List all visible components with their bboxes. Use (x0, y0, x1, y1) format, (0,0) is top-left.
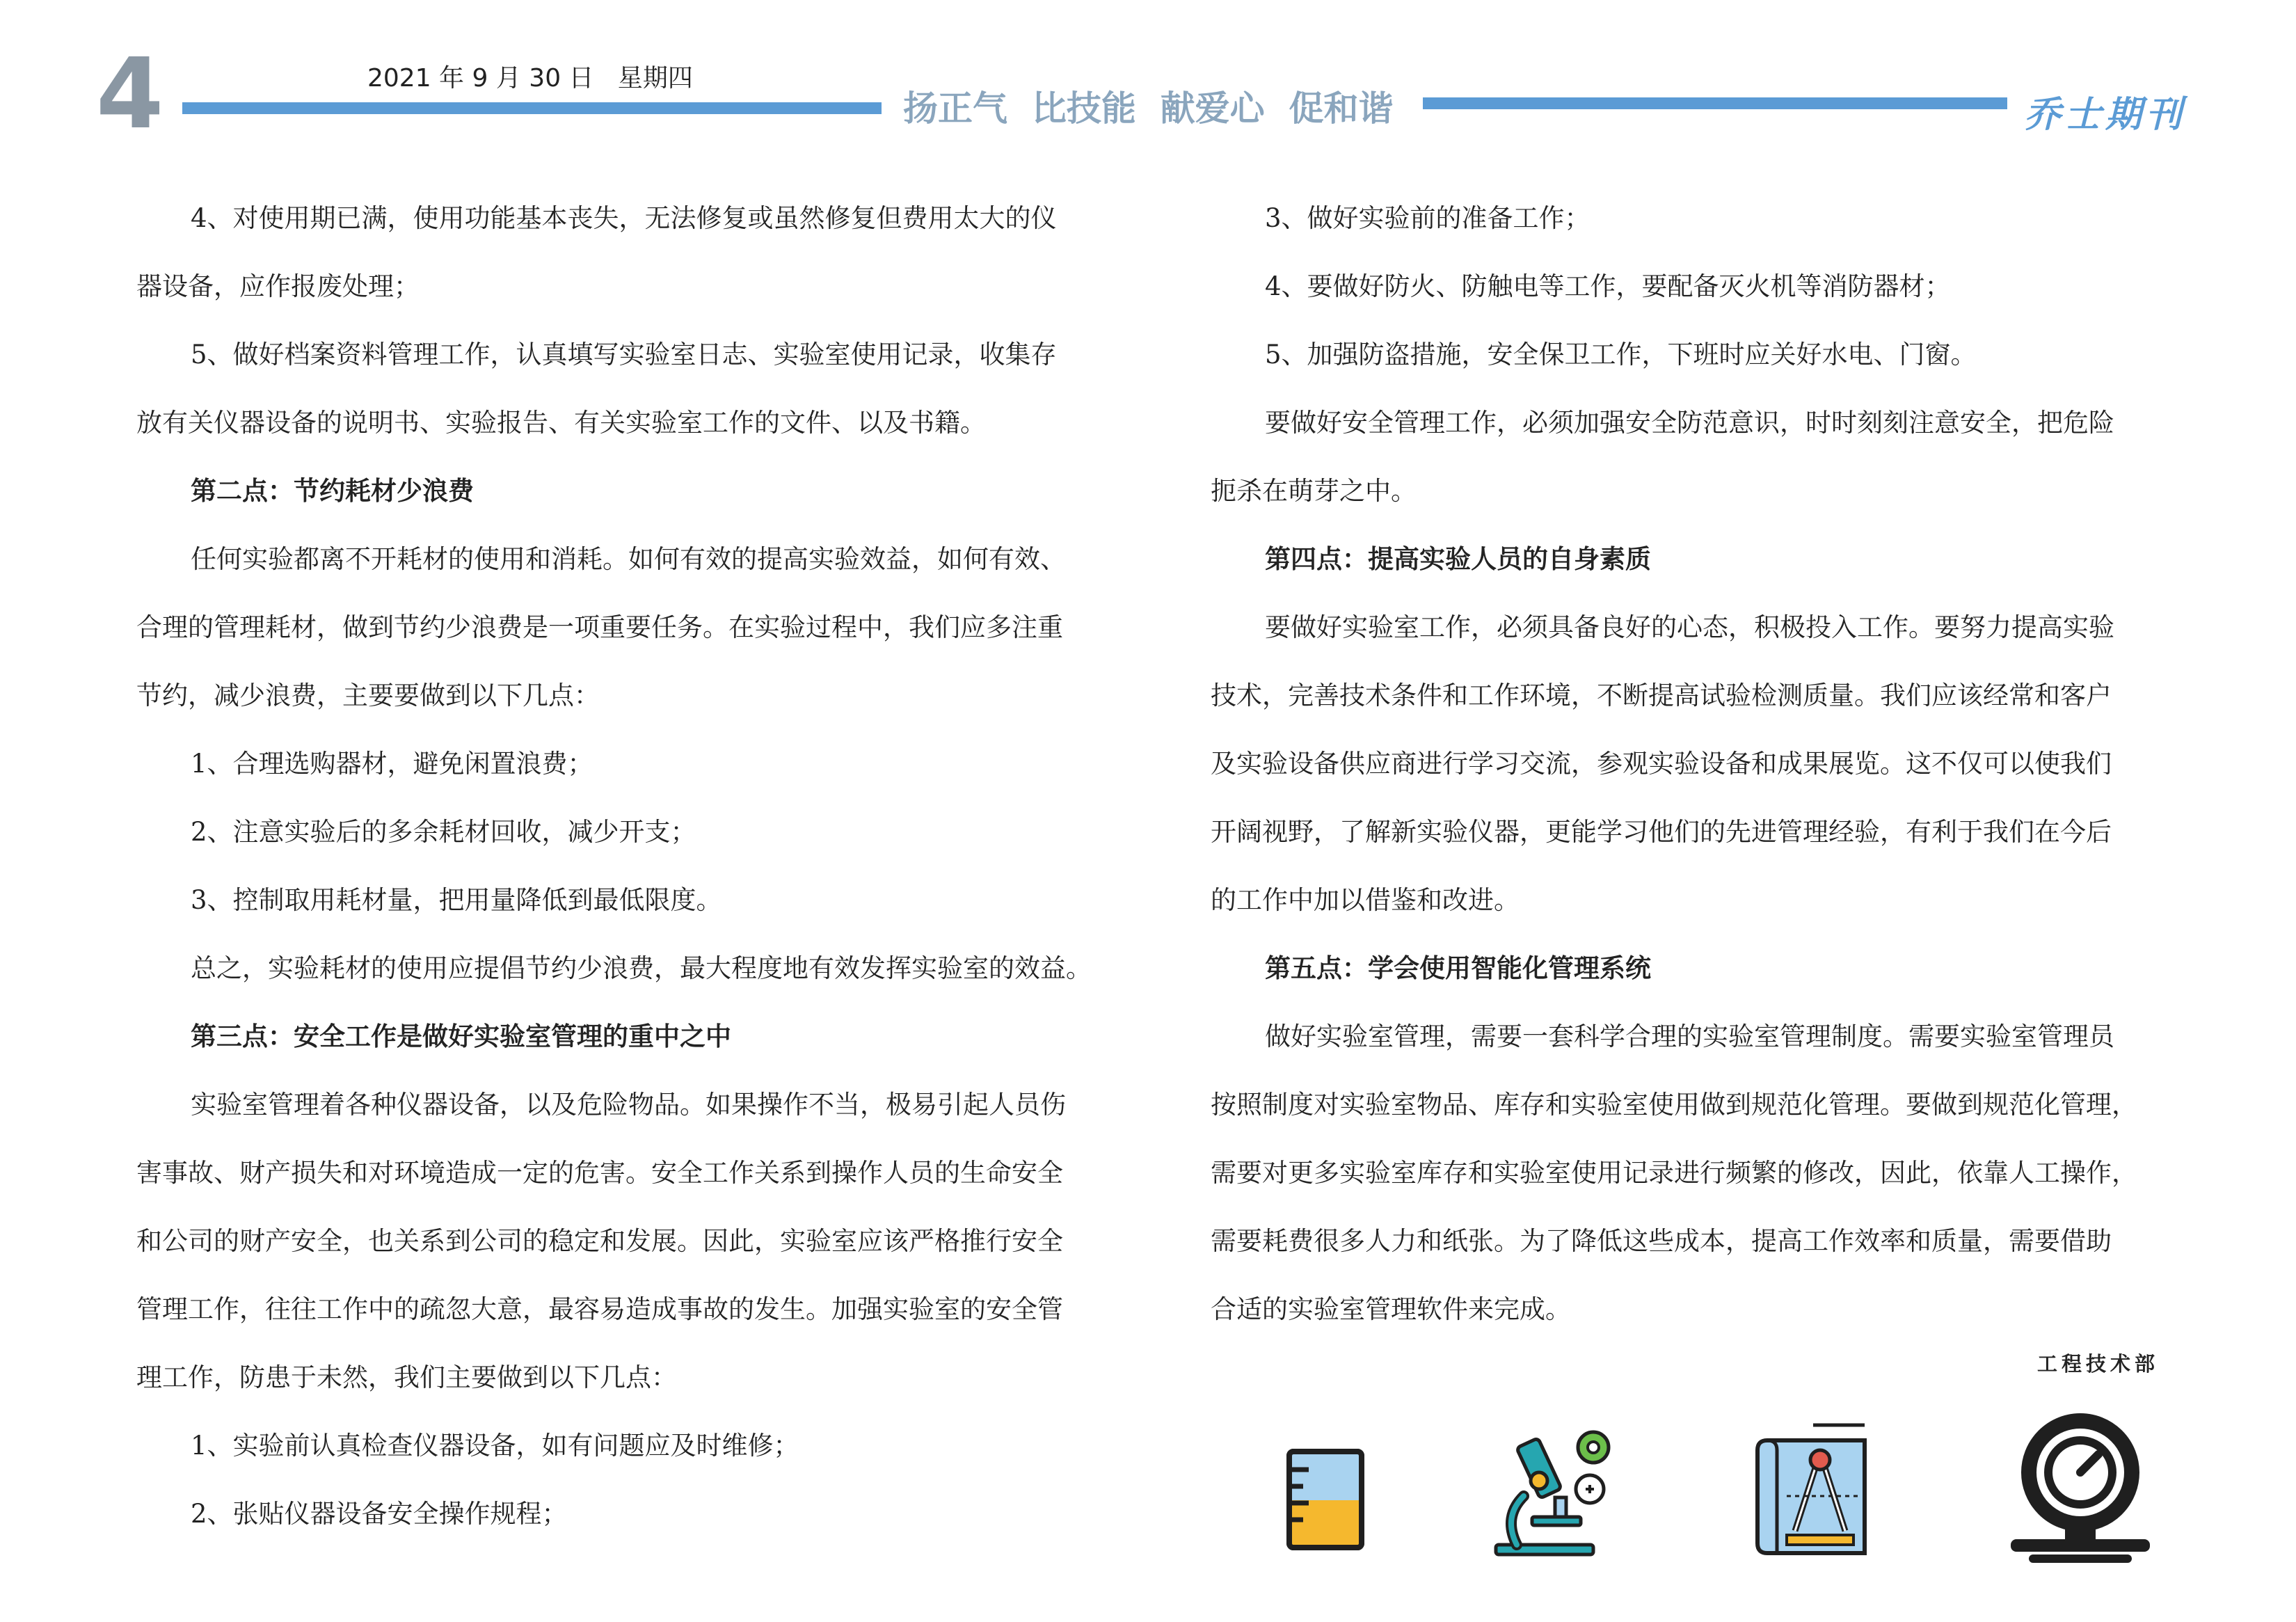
body-line: 1、合理选购器材，避免闲置浪费； (191, 749, 593, 779)
body-line: 4、要做好防火、防触电等工作，要配备灭火机等消防器材； (1265, 271, 1951, 301)
body-line: 按照制度对实验室物品、库存和实验室使用做到规范化管理。要做到规范化管理， (1211, 1090, 2137, 1120)
body-line: 3、控制取用耗材量，把用量降低到最低限度。 (191, 885, 722, 915)
body-line: 开阔视野，了解新实验仪器，更能学习他们的先进管理经验，有利于我们在今后 (1211, 817, 2112, 847)
issue-date: 2021 年 9 月 30 日 星期四 (367, 64, 693, 93)
body-line: 任何实验都离不开耗材的使用和消耗。如何有效的提高实验效益，如何有效、 (191, 544, 1066, 574)
body-line: 总之，实验耗材的使用应提倡节约少浪费，最大程度地有效发挥实验室的效益。 (191, 953, 1092, 983)
body-line: 2、注意实验后的多余耗材回收，减少开支； (191, 817, 696, 847)
body-line: 节约，减少浪费，主要要做到以下几点： (136, 681, 600, 710)
section-heading: 第二点：节约耗材少浪费 (191, 476, 474, 506)
body-line: 3、做好实验前的准备工作； (1265, 203, 1591, 233)
body-line: 需要对更多实验室库存和实验室使用记录进行频繁的修改，因此，依靠人工操作， (1211, 1158, 2137, 1188)
body-line: 和公司的财产安全，也关系到公司的稳定和发展。因此，实验室应该严格推行安全 (136, 1226, 1063, 1256)
body-line: 的工作中加以借鉴和改进。 (1211, 885, 1520, 915)
body-line: 放有关仪器设备的说明书、实验报告、有关实验室工作的文件、以及书籍。 (136, 408, 986, 438)
body-line: 器设备，应作报废处理； (136, 271, 420, 301)
body-line: 1、实验前认真检查仪器设备，如有问题应及时维修； (191, 1431, 799, 1461)
body-line: 2、张贴仪器设备安全操作规程； (191, 1499, 568, 1529)
body-line: 5、加强防盗措施，安全保卫工作，下班时应关好水电、门窗。 (1265, 340, 1977, 369)
page-number: 4 (96, 38, 164, 151)
body-line: 实验室管理着各种仪器设备，以及危险物品。如果操作不当，极易引起人员伤 (191, 1090, 1066, 1120)
body-line: 害事故、财产损失和对环境造成一定的危害。安全工作关系到操作人员的生命安全 (136, 1158, 1063, 1188)
section-heading: 第四点：提高实验人员的自身素质 (1265, 544, 1651, 574)
department-signature: 工程技术部 (2037, 1352, 2160, 1376)
section-heading: 第五点：学会使用智能化管理系统 (1265, 953, 1651, 983)
body-line: 要做好实验室工作，必须具备良好的心态，积极投入工作。要努力提高实验 (1265, 612, 2114, 642)
body-line: 合理的管理耗材，做到节约少浪费是一项重要任务。在实验过程中，我们应多注重 (136, 612, 1063, 642)
body-line: 管理工作，往往工作中的疏忽大意，最容易造成事故的发生。加强实验室的安全管 (136, 1294, 1063, 1324)
body-line: 及实验设备供应商进行学习交流，参观实验设备和成果展览。这不仅可以使我们 (1211, 749, 2112, 779)
body-line: 理工作，防患于未然，我们主要做到以下几点： (136, 1362, 677, 1392)
body-line: 需要耗费很多人力和纸张。为了降低这些成本，提高工作效率和质量，需要借助 (1211, 1226, 2112, 1256)
body-line: 技术，完善技术条件和工作环境，不断提高试验检测质量。我们应该经常和客户 (1211, 681, 2112, 710)
right-column (1211, 184, 2178, 1344)
body-line: 做好实验室管理，需要一套科学合理的实验室管理制度。需要实验室管理员 (1265, 1021, 2114, 1051)
section-heading: 第三点：安全工作是做好实验室管理的重中之中 (191, 1021, 731, 1051)
body-line: 要做好安全管理工作，必须加强安全防范意识，时时刻刻注意安全，把危险 (1265, 408, 2114, 438)
header-rule-right (1423, 97, 2007, 109)
left-column (136, 184, 1119, 1548)
body-line: 扼杀在萌芽之中。 (1211, 476, 1417, 506)
journal-name: 乔士期刊 (2025, 93, 2187, 136)
drafting-compass-icon (1753, 1420, 1879, 1559)
beaker-icon (1284, 1447, 1367, 1552)
body-line: 4、对使用期已满，使用功能基本丧失，无法修复或虽然修复但费用太大的仪 (191, 203, 1057, 233)
slogan: 扬正气 比技能 献爱心 促和谐 (903, 88, 1394, 129)
pressure-gauge-icon (2004, 1413, 2157, 1566)
microscope-icon (1489, 1420, 1621, 1559)
body-line: 合适的实验室管理软件来完成。 (1211, 1294, 1571, 1324)
body-line: 5、做好档案资料管理工作，认真填写实验室日志、实验室使用记录，收集存 (191, 340, 1057, 369)
header-rule-left (182, 102, 882, 114)
